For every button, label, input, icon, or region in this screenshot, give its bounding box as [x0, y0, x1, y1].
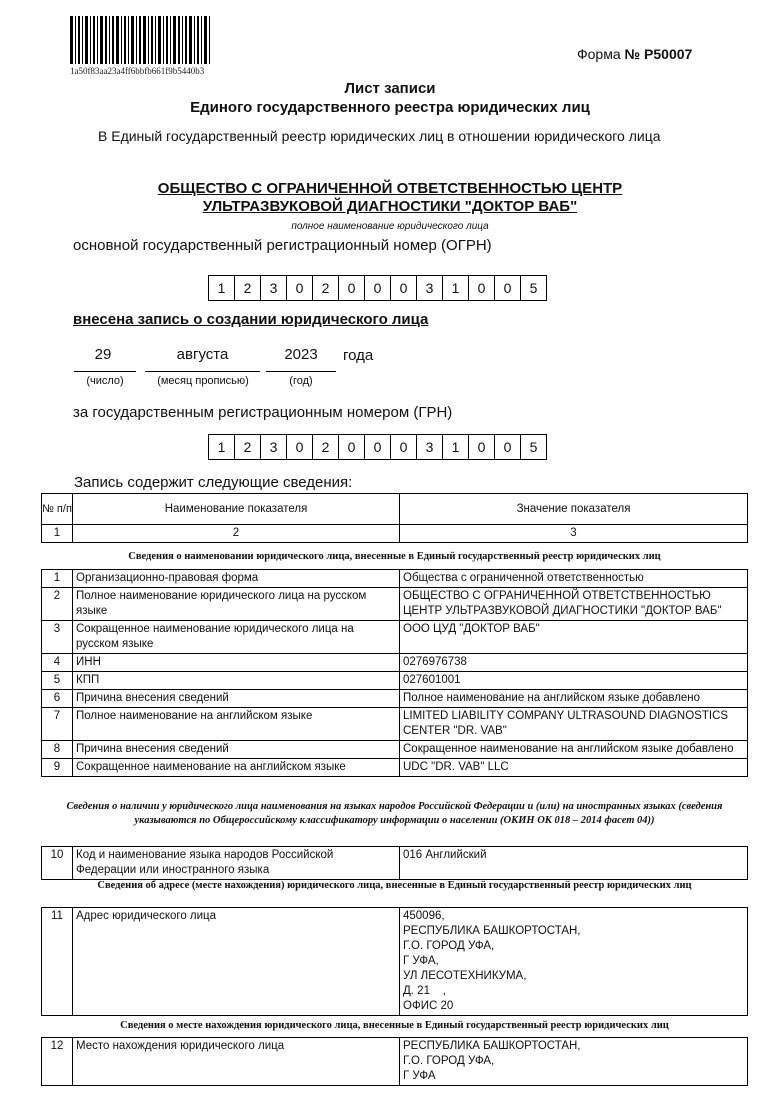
full-name-caption: полное наименование юридического лица — [291, 221, 489, 232]
row-value — [400, 908, 748, 1016]
digit-cell: 3 — [261, 434, 287, 460]
entry-year: 2023 — [284, 346, 318, 363]
table-row — [42, 741, 748, 759]
value-line: РЕСПУБЛИКА БАШКОРТОСТАН, — [403, 1040, 581, 1052]
section-address-heading: Сведения об адресе (месте нахождения) юридического лица, внесенные в Единый государственный реестр юридических лиц — [97, 880, 692, 891]
digit-cell: 2 — [235, 275, 261, 301]
digit-cell: 1 — [209, 434, 235, 460]
document-title: Лист записи — [344, 80, 436, 97]
row-value: Сокращенное наименование на английском языке добавлено — [400, 741, 748, 759]
digit-cell: 0 — [287, 434, 313, 460]
year-caption: (год) — [289, 375, 313, 387]
row-number: 5 — [42, 672, 73, 690]
header-number-col: № п/п — [42, 494, 73, 525]
row-number: 12 — [42, 1038, 73, 1086]
digit-cell: 1 — [443, 434, 469, 460]
table-header — [41, 493, 748, 543]
value-line: ОФИС 20 — [403, 1000, 454, 1012]
digit-cell: 1 — [209, 275, 235, 301]
digit-cell: 3 — [417, 275, 443, 301]
digit-cell: 3 — [417, 434, 443, 460]
header-value-index: 3 — [400, 525, 748, 543]
entry-day: 29 — [94, 346, 112, 363]
entry-created-label: внесена запись о создании юридического лица — [73, 311, 429, 328]
month-caption: (месяц прописью) — [157, 375, 249, 387]
digit-cell: 0 — [495, 434, 521, 460]
digit-cell: 2 — [235, 434, 261, 460]
row-name: Сокращенное наименование на английском языке — [73, 759, 400, 777]
row-name: ИНН — [73, 654, 400, 672]
ogrn-label: основной государственный регистрационный номер (ОГРН) — [73, 237, 492, 254]
table-row — [42, 570, 748, 588]
barcode-text: 1a50f83aa23a4ff6bbfb661f9b5440b3 — [70, 66, 205, 76]
name-info-table — [41, 569, 748, 777]
grn-label: за государственным регистрационным номером (ГРН) — [73, 404, 453, 421]
row-value: LIMITED LIABILITY COMPANY ULTRASOUND DIAGNOSTICS CENTER "DR. VAB" — [400, 708, 748, 741]
row-number: 4 — [42, 654, 73, 672]
row-number: 6 — [42, 690, 73, 708]
organization-name-line1: ОБЩЕСТВО С ОГРАНИЧЕННОЙ ОТВЕТСТВЕННОСТЬЮ ЦЕНТР — [157, 180, 623, 197]
value-line: УЛ ЛЕСОТЕХНИКУМА, — [403, 970, 527, 982]
header-name-col: Наименование показателя — [73, 494, 400, 525]
entry-year-word: года — [343, 347, 374, 364]
value-line: РЕСПУБЛИКА БАШКОРТОСТАН, — [403, 925, 581, 937]
language-table — [41, 846, 748, 880]
ogrn-digits — [208, 275, 547, 301]
digit-cell: 0 — [287, 275, 313, 301]
digit-cell: 0 — [365, 434, 391, 460]
table-row — [42, 621, 748, 654]
row-name: Место нахождения юридического лица — [73, 1038, 400, 1086]
row-value: UDC "DR. VAB" LLC — [400, 759, 748, 777]
entry-month: августа — [176, 346, 229, 363]
row-name: Полное наименование на английском языке — [73, 708, 400, 741]
header-value-col: Значение показателя — [400, 494, 748, 525]
row-name: Сокращенное наименование юридического лица на русском языке — [73, 621, 400, 654]
row-number: 9 — [42, 759, 73, 777]
document-subtitle: Единого государственного реестра юридических лиц — [190, 99, 590, 116]
table-row — [42, 588, 748, 621]
month-underline — [145, 371, 260, 372]
row-number: 11 — [42, 908, 73, 1016]
table-row — [42, 847, 748, 880]
row-name: Код и наименование языка народов Российской Федерации или иностранного языка — [73, 847, 400, 880]
digit-cell: 3 — [261, 275, 287, 301]
digit-cell: 0 — [365, 275, 391, 301]
row-name: КПП — [73, 672, 400, 690]
day-underline — [74, 371, 136, 372]
digit-cell: 0 — [391, 275, 417, 301]
form-label: Форма — [577, 46, 621, 62]
day-caption: (число) — [86, 375, 124, 387]
row-number: 2 — [42, 588, 73, 621]
row-number: 7 — [42, 708, 73, 741]
year-underline — [266, 371, 336, 372]
header-number-index: 1 — [42, 525, 73, 543]
contains-label: Запись содержит следующие сведения: — [74, 474, 353, 491]
row-value: Общества с ограниченной ответственностью — [400, 570, 748, 588]
section-language-heading: Сведения о наличии у юридического лица наименования на языках народов Российской Федерации и (или) на иностранных языках (сведения указываются по Общероссийскому классификатору информации о населении (ОКИН ОК 018 – 2014 фасет 04)) — [66, 801, 723, 826]
row-number: 1 — [42, 570, 73, 588]
value-line: 450096, — [403, 910, 445, 922]
barcode-image — [70, 16, 210, 64]
table-row — [42, 708, 748, 741]
row-number: 3 — [42, 621, 73, 654]
row-name: Полное наименование юридического лица на русском языке — [73, 588, 400, 621]
table-row — [42, 759, 748, 777]
digit-cell: 5 — [521, 275, 547, 301]
row-name: Причина внесения сведений — [73, 690, 400, 708]
table-row — [42, 1038, 748, 1086]
row-value — [400, 1038, 748, 1086]
row-value: Полное наименование на английском языке добавлено — [400, 690, 748, 708]
value-line: Д. 21 , — [403, 985, 446, 997]
value-line: Г УФА, — [403, 955, 439, 967]
digit-cell: 2 — [313, 275, 339, 301]
digit-cell: 0 — [495, 275, 521, 301]
digit-cell: 0 — [469, 275, 495, 301]
section-name-heading: Сведения о наименовании юридического лица, внесенные в Единый государственный реестр юридических лиц — [128, 551, 661, 562]
digit-cell: 0 — [339, 434, 365, 460]
table-row — [42, 690, 748, 708]
value-line: Г.О. ГОРОД УФА, — [403, 1055, 495, 1067]
grn-digits — [208, 434, 547, 460]
table-row — [42, 654, 748, 672]
organization-name-line2: УЛЬТРАЗВУКОВОЙ ДИАГНОСТИКИ "ДОКТОР ВАБ" — [202, 198, 578, 215]
digit-cell: 5 — [521, 434, 547, 460]
row-number: 10 — [42, 847, 73, 880]
header-name-index: 2 — [73, 525, 400, 543]
row-name: Причина внесения сведений — [73, 741, 400, 759]
digit-cell: 1 — [443, 275, 469, 301]
intro-text: В Единый государственный реестр юридических лиц в отношении юридического лица — [98, 128, 661, 144]
row-number: 8 — [42, 741, 73, 759]
row-name: Адрес юридического лица — [73, 908, 400, 1016]
form-number-value: № Р50007 — [624, 46, 693, 62]
digit-cell: 0 — [469, 434, 495, 460]
location-table — [41, 1037, 748, 1086]
digit-cell: 0 — [339, 275, 365, 301]
table-row — [42, 908, 748, 1016]
row-name: Организационно-правовая форма — [73, 570, 400, 588]
row-value: ООО ЦУД "ДОКТОР ВАБ" — [400, 621, 748, 654]
address-table — [41, 907, 748, 1016]
organization-name — [60, 180, 720, 216]
digit-cell: 0 — [391, 434, 417, 460]
value-line: Г.О. ГОРОД УФА, — [403, 940, 495, 952]
row-value: 027601001 — [400, 672, 748, 690]
table-row — [42, 672, 748, 690]
digit-cell: 2 — [313, 434, 339, 460]
row-value: ОБЩЕСТВО С ОГРАНИЧЕННОЙ ОТВЕТСТВЕННОСТЬЮ ЦЕНТР УЛЬТРАЗВУКОВОЙ ДИАГНОСТИКИ "ДОКТОР ВАБ" — [400, 588, 748, 621]
form-number — [577, 46, 692, 62]
value-line: Г УФА — [403, 1070, 436, 1082]
row-value: 016 Английский — [400, 847, 748, 880]
row-value: 0276976738 — [400, 654, 748, 672]
section-location-heading: Сведения о месте нахождения юридического лица, внесенные в Единый государственный реестр юридических лиц — [120, 1020, 669, 1031]
